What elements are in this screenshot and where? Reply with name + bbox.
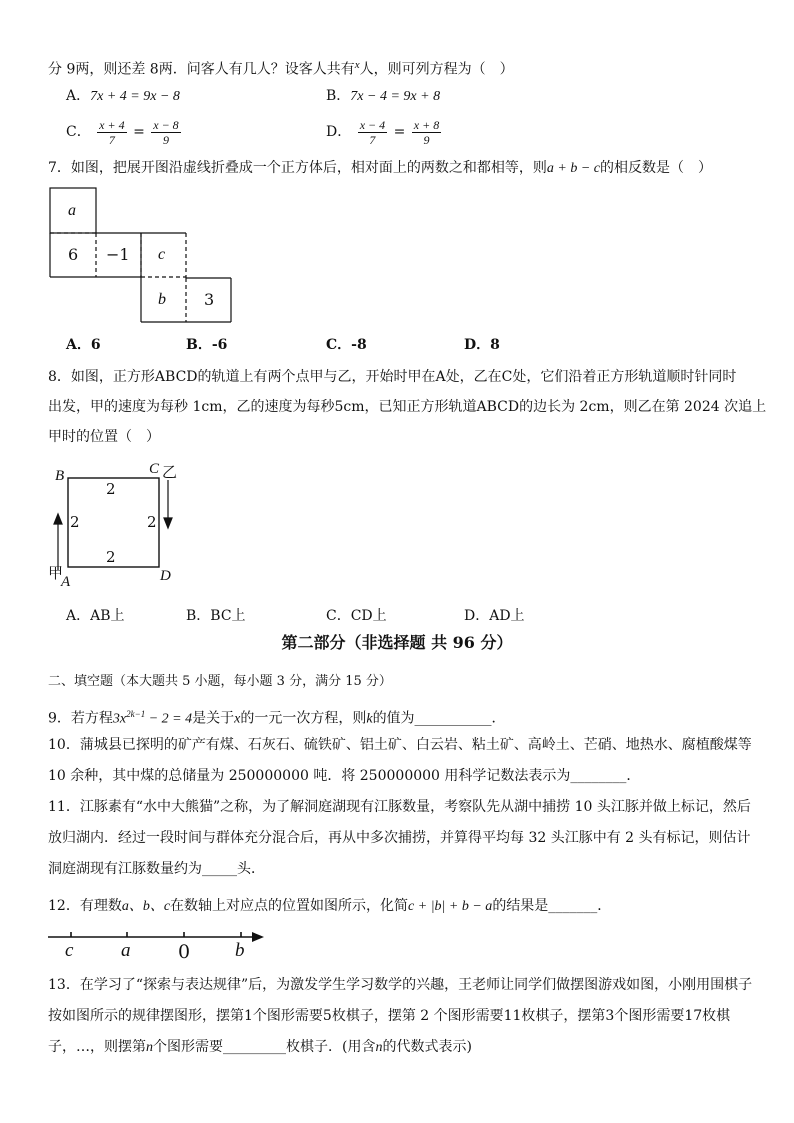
q8-line2: 出发，甲的速度为每秒 1cm，乙的速度为每秒5cm，已知正方形轨道ABCD的边长为 2cm，则乙在第 2024 次追上 [48,399,767,415]
q13-line3: 子，…，则摆第n个图形需要_________枚棋子．(用含n的代数式表示) [48,1039,472,1055]
axis-label-zero: 0 [178,941,191,963]
q10-line2: 10 余种，其中煤的总储量为 250000000 吨．将 250000000 用科学记数法表示为________． [48,768,641,784]
arrow-yi [164,480,172,528]
part2-heading: 第二部分（非选择题 共 96 分） [281,633,513,652]
q11-line2: 放归湖内．经过一段时间与群体充分混合后，再从中多次捕捞，并算得平均每 32 头江豚中有 2 头有标记，则估计 [48,830,751,846]
q8-option-d[interactable]: D．AD上 [464,608,525,624]
square-label-c: C [149,461,160,477]
net-label-b: b [158,291,166,308]
square-label-b: B [55,468,65,484]
q13-line2: 按如图所示的规律摆图形，摆第1个图形需要5枚棋子，摆第 2 个图形需要11枚棋子，摆第3个图形需要17枚棋 [48,1008,731,1024]
q9: 9．若方程$3x^{2k-1} - 2 = 4$是关于x的一元一次方程，则k的值为___________． [48,709,506,727]
arrow-jia [54,514,62,570]
label-yi: 乙 [162,463,178,481]
q10-line1: 10．蒲城县已探明的矿产有煤、石灰石、硫铁矿、铝土矿、白云岩、粘土矿、高岭土、芒硝、地热水、腐植酸煤等 [48,737,752,753]
q8-option-c[interactable]: C．CD上 [326,608,387,624]
q6-stem: 分 9两，则还差 8两．问客人有几人？设客人共有$^x$人，则可列方程为（ ） [48,59,514,78]
q11-line1: 11．江豚素有“水中大熊猫”之称，为了解洞庭湖现有江豚数量，考察队先从湖中捕捞 10 头江豚并做上标记，然后 [48,799,751,815]
q8-option-a[interactable]: A．AB上 [66,608,125,624]
q13-line1: 13．在学习了“探索与表达规律”后，为激发学生学习数学的兴趣，王老师让同学们做摆图游戏如图，小刚用围棋子 [48,977,753,993]
net-label-neg1: −1 [106,245,130,264]
q7-option-a[interactable]: A．6 [66,337,101,353]
q7-option-c[interactable]: C．-8 [326,337,367,353]
label-jia: 甲 [48,564,64,582]
axis-label-c: c [65,940,74,961]
q7-stem: 7．如图，把展开图沿虚线折叠成一个正方体后，相对面上的两数之和都相等，则a + b − c的相反数是（ ） [48,160,713,176]
q8-line1: 8．如图，正方形ABCD的轨道上有两个点甲与乙，开始时甲在A处，乙在C处，它们沿着正方形轨道顺时针同时 [48,369,737,385]
q6-option-b[interactable]: B．7x − 4 = 9x + 8 [326,88,441,104]
net-label-6: 6 [68,245,79,264]
square-label-a: A [61,574,71,590]
side-label-left: 2 [70,513,80,531]
q6-option-d[interactable]: D． $\frac{x - 4}{7}$ = $\frac{x + 8}{9}$ [326,117,440,147]
q8-option-b[interactable]: B．BC上 [186,608,246,624]
net-label-c: c [158,246,166,263]
q11-line3: 洞庭湖现有江豚数量约为_____头． [48,861,265,877]
q7-option-d[interactable]: D．8 [464,337,500,353]
section2-heading: 二、填空题（本大题共 5 小题，每小题 3 分，满分 15 分） [48,674,392,689]
side-label-top: 2 [106,480,116,498]
net-label-3: 3 [204,290,215,309]
axis-label-a: a [121,940,131,961]
side-label-right: 2 [147,513,157,531]
q8-line3: 甲时的位置（ ） [48,429,160,445]
square-label-d: D [160,568,171,584]
q12-stem: 12．有理数a、b、c在数轴上对应点的位置如图所示，化简c + |b| + b − a的结果是_______． [48,898,612,914]
q6-option-c[interactable]: C． $\frac{x + 4}{7}$ = $\frac{x - 8}{9}$ [66,117,179,147]
net-label-a: a [68,202,76,219]
side-label-bottom: 2 [106,548,116,566]
q6-option-a[interactable]: A．7x + 4 = 9x − 8 [66,88,180,104]
number-line [48,932,264,942]
q7-option-b[interactable]: B．-6 [186,337,228,353]
axis-label-b: b [235,940,245,961]
